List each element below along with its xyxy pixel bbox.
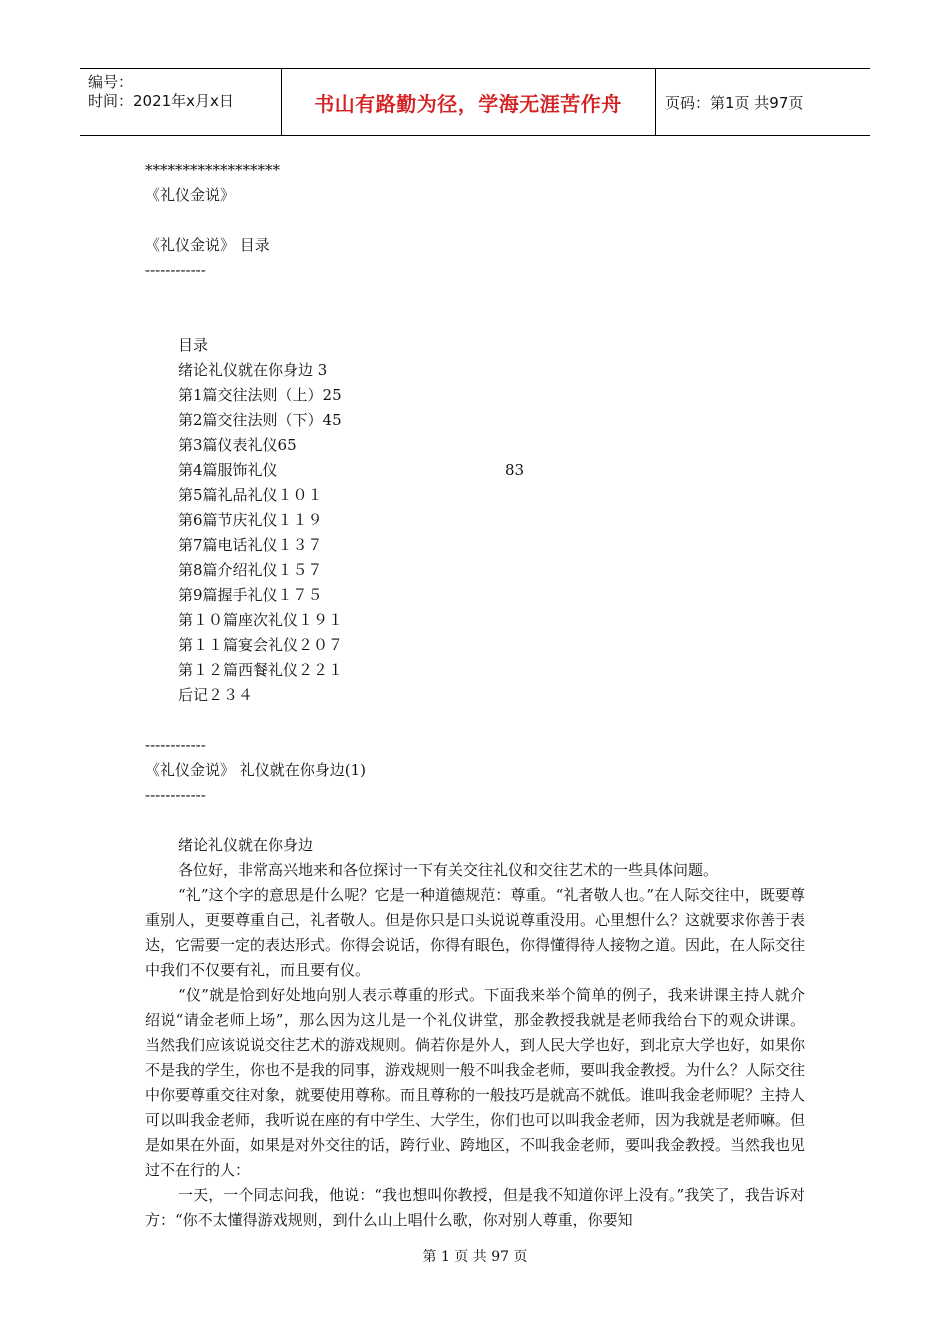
body-paragraph: 一天，一个同志问我，他说：“我也想叫你教授，但是我不知道你评上没有。”我笑了，我告诉对方：“你不太懂得游戏规则，到什么山上唱什么歌，你对别人尊重，你要知 bbox=[145, 1186, 805, 1229]
body-paragraph: “礼”这个字的意思是什么呢？它是一种道德规范：尊重。“礼者敬人也。”在人际交往中，既要尊重别人，更要尊重自己，礼者敬人。但是你只是口头说说尊重没用。心里想什么？这就要求你善于表达，它需要一定的表达形式。你得会说话，你得有眼色，你得懂得待人接物之道。因此，在人际交往中我们不仅要有礼，而且要有仪。 bbox=[145, 886, 806, 979]
number-label: 编号： bbox=[88, 73, 134, 91]
page-footer: 第 1 页 共 97 页 bbox=[422, 1249, 528, 1265]
table-of-contents bbox=[145, 333, 805, 708]
toc-item: 第7篇电话礼仪１３７ bbox=[178, 536, 323, 554]
stars-line: ****************** bbox=[145, 161, 280, 179]
divider-dashes: ------------ bbox=[145, 261, 206, 279]
toc-item: 第1篇交往法则（上）25 bbox=[178, 386, 342, 404]
toc-item-page: 83 bbox=[505, 461, 525, 479]
toc-item: 第2篇交往法则（下）45 bbox=[178, 411, 342, 429]
page-header bbox=[80, 68, 870, 136]
chapter-heading-line: 《礼仪金说》 礼仪就在你身边(1) bbox=[145, 761, 367, 779]
divider-dashes: ------------ bbox=[145, 786, 206, 804]
section-title: 绪论礼仪就在你身边 bbox=[178, 836, 314, 854]
header-divider-right bbox=[655, 69, 656, 135]
toc-item: 第１１篇宴会礼仪２０７ bbox=[178, 636, 344, 654]
toc-item: 后记２３４ bbox=[178, 686, 254, 704]
toc-item: 第9篇握手礼仪１７５ bbox=[178, 586, 323, 604]
divider-dashes: ------------ bbox=[145, 736, 206, 754]
toc-item: 第3篇仪表礼仪65 bbox=[178, 436, 297, 454]
header-meta bbox=[88, 73, 278, 111]
toc-heading-line: 《礼仪金说》 目录 bbox=[145, 236, 270, 254]
toc-item: 第8篇介绍礼仪１５７ bbox=[178, 561, 323, 579]
header-page-info: 页码：第1页 共97页 bbox=[665, 93, 804, 112]
toc-item: 第１０篇座次礼仪１９１ bbox=[178, 611, 344, 629]
book-title: 《礼仪金说》 bbox=[145, 186, 236, 204]
toc-title: 目录 bbox=[178, 336, 209, 354]
header-motto: 书山有路勤为径，学海无涯苦作舟 bbox=[314, 91, 622, 116]
toc-item: 第１２篇西餐礼仪２２１ bbox=[178, 661, 344, 679]
toc-item: 第5篇礼品礼仪１０１ bbox=[178, 486, 323, 504]
toc-item: 绪论礼仪就在你身边 3 bbox=[178, 361, 328, 379]
toc-item bbox=[178, 458, 805, 483]
body-paragraph: 各位好，非常高兴地来和各位探讨一下有关交往礼仪和交往艺术的一些具体问题。 bbox=[178, 861, 719, 879]
document-body bbox=[145, 158, 805, 1233]
body-paragraph: “仪”就是恰到好处地向别人表示尊重的形式。下面我来举个简单的例子，我来讲课主持人就介绍说“请金老师上场”，那么因为这儿是一个礼仪讲堂，那金教授我就是老师我给台下的观众讲课。当然我们应该说说交往艺术的游戏规则。倘若你是外人，到人民大学也好，到北京大学也好，如果你不是我的学生，你也不是我的同事，游戏规则一般不叫我金老师，要叫我金教授。为什么？人际交往中你要尊重交往对象，就要使用尊称。而且尊称的一般技巧是就高不就低。谁叫我金老师呢？主持人可以叫我金老师，我听说在座的有中学生、大学生，你们也可以叫我金老师，因为我就是老师嘛。但是如果在外面，如果是对外交往的话，跨行业、跨地区，不叫我金老师，要叫我金教授。当然我也见过不在行的人： bbox=[145, 986, 806, 1179]
toc-item-label: 第4篇服饰礼仪 bbox=[178, 461, 278, 479]
time-label: 时间：2021年x月x日 bbox=[88, 92, 234, 110]
toc-item: 第6篇节庆礼仪１１９ bbox=[178, 511, 323, 529]
